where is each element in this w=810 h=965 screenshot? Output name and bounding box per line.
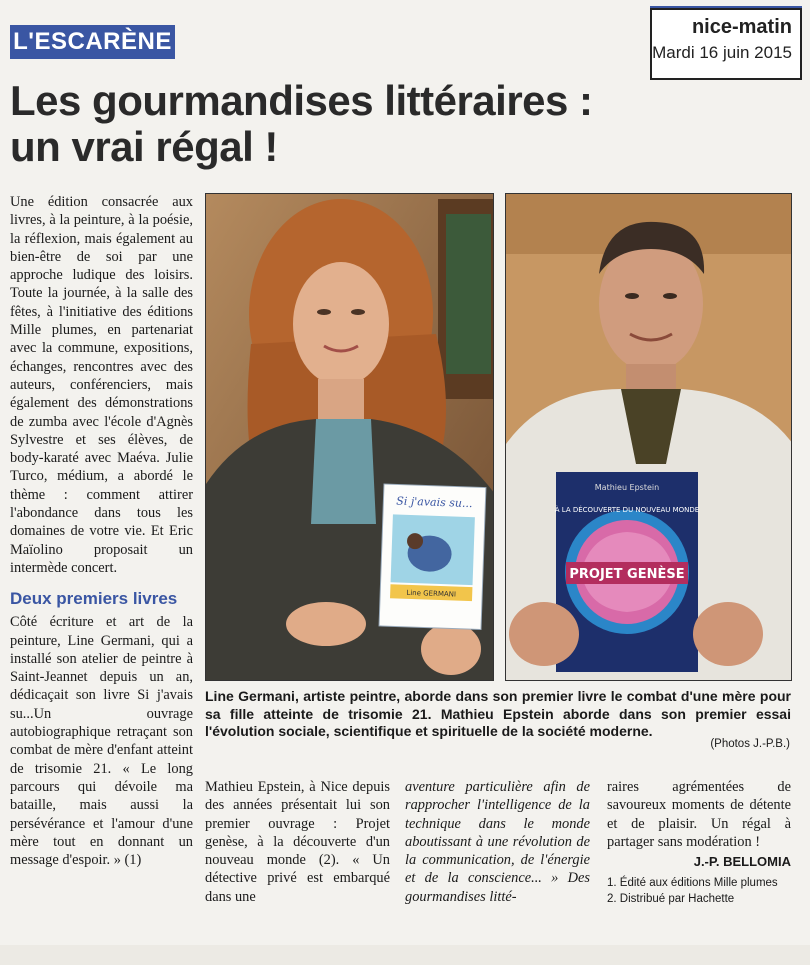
footnotes: [607, 875, 791, 907]
article-column-1: [10, 193, 193, 869]
photo-mathieu-epstein: [505, 193, 792, 681]
photo-man-illustration: [506, 194, 792, 681]
author-byline: J.-P. BELLOMIA: [693, 854, 791, 870]
book-cover-author: Line GERMANI: [406, 588, 457, 599]
issue-date: Mardi 16 juin 2015: [652, 43, 792, 62]
headline: Les gourmandises littéraires : un vrai régal !: [10, 77, 593, 170]
book-cover-author: Mathieu Epstein: [594, 483, 660, 492]
section-tag: L'ESCARÈNE: [10, 25, 175, 59]
book-cover-title: Si j'avais su...: [396, 494, 473, 511]
masthead-box: [650, 8, 802, 80]
article-closing-paragraph: raires agrémentées de savoureux moments de détente et de plaisir. Un régal à partager sans modération !: [607, 779, 791, 850]
photo-caption: Line Germani, artiste peintre, aborde dans son premier livre le combat d'une mère pour sa fille atteinte de trisomie 21. Mathieu Epstein aborde dans son premier essai l'évolution sociale, scientifique et spirituelle de la société moderne.: [205, 688, 791, 739]
book-cover-title: PROJET GENÈSE: [569, 567, 685, 582]
newspaper-brand: nice-matin: [691, 16, 792, 38]
article-paragraph-2: Côté écriture et art de la peinture, Line Germani, qui a installé son atelier de peintre à Saint-Jeannet depuis un an, dédicaçait son livre Si j'avais su...Un ouvrage autobiographique retraçant son combat de mère d'enfant atteint de trisomie 21. « Le long parcours qui dévoile ma bataille, mais aussi la persévérance et l'amour d'une mère tout en donnant un message d'espoir. » (1): [10, 614, 193, 869]
footnote-2: 2. Distribué par Hachette: [607, 893, 735, 906]
article-column-2: Mathieu Epstein, à Nice depuis des années présentait lui son premier ouvrage : Projet genèse, à la découverte d'un nouveau monde (2). « Un détective privé est embarqué dans une: [205, 779, 390, 905]
book-cover-arc-text: À LA DÉCOUVERTE DU NOUVEAU MONDE: [554, 506, 700, 514]
photo-woman-illustration: [206, 194, 494, 681]
page-bottom-margin: [0, 945, 810, 965]
photo-credit: (Photos J.-P.B.): [710, 738, 790, 750]
footnote-1: 1. Édité aux éditions Mille plumes: [607, 877, 778, 890]
photo-line-germani: [205, 193, 494, 681]
article-column-3: aventure particulière afin de rapprocher l'intelligence de la technique dans le monde aboutissant à une révolution de la communication, de l'énergie et de la conscience... » Des gourmandises litté-: [405, 779, 590, 905]
article-column-4: [607, 778, 791, 907]
subheading: Deux premiers livres: [10, 589, 178, 609]
article-paragraph-1: Une édition consacrée aux livres, à la peinture, à la poésie, la réflexion, mais également au bien-être de soi par une approche ludique des loisirs. Toute la journée, à la salle des fêtes, à l'initiative des éditions Mille plumes, en partenariat avec la commune, expositions, échanges, rencontres avec des auteurs, conférenciers, mais également des démonstrations de zumba avec l'école d'Agnès Sylvestre et ses élèves, de body-karaté avec Maéva. Julie Turco, médium, a abordé le thème : comment attirer l'abondance dans tous les domaines de votre vie. Et Eric Maïolino proposait un intermède concert.: [10, 194, 193, 576]
